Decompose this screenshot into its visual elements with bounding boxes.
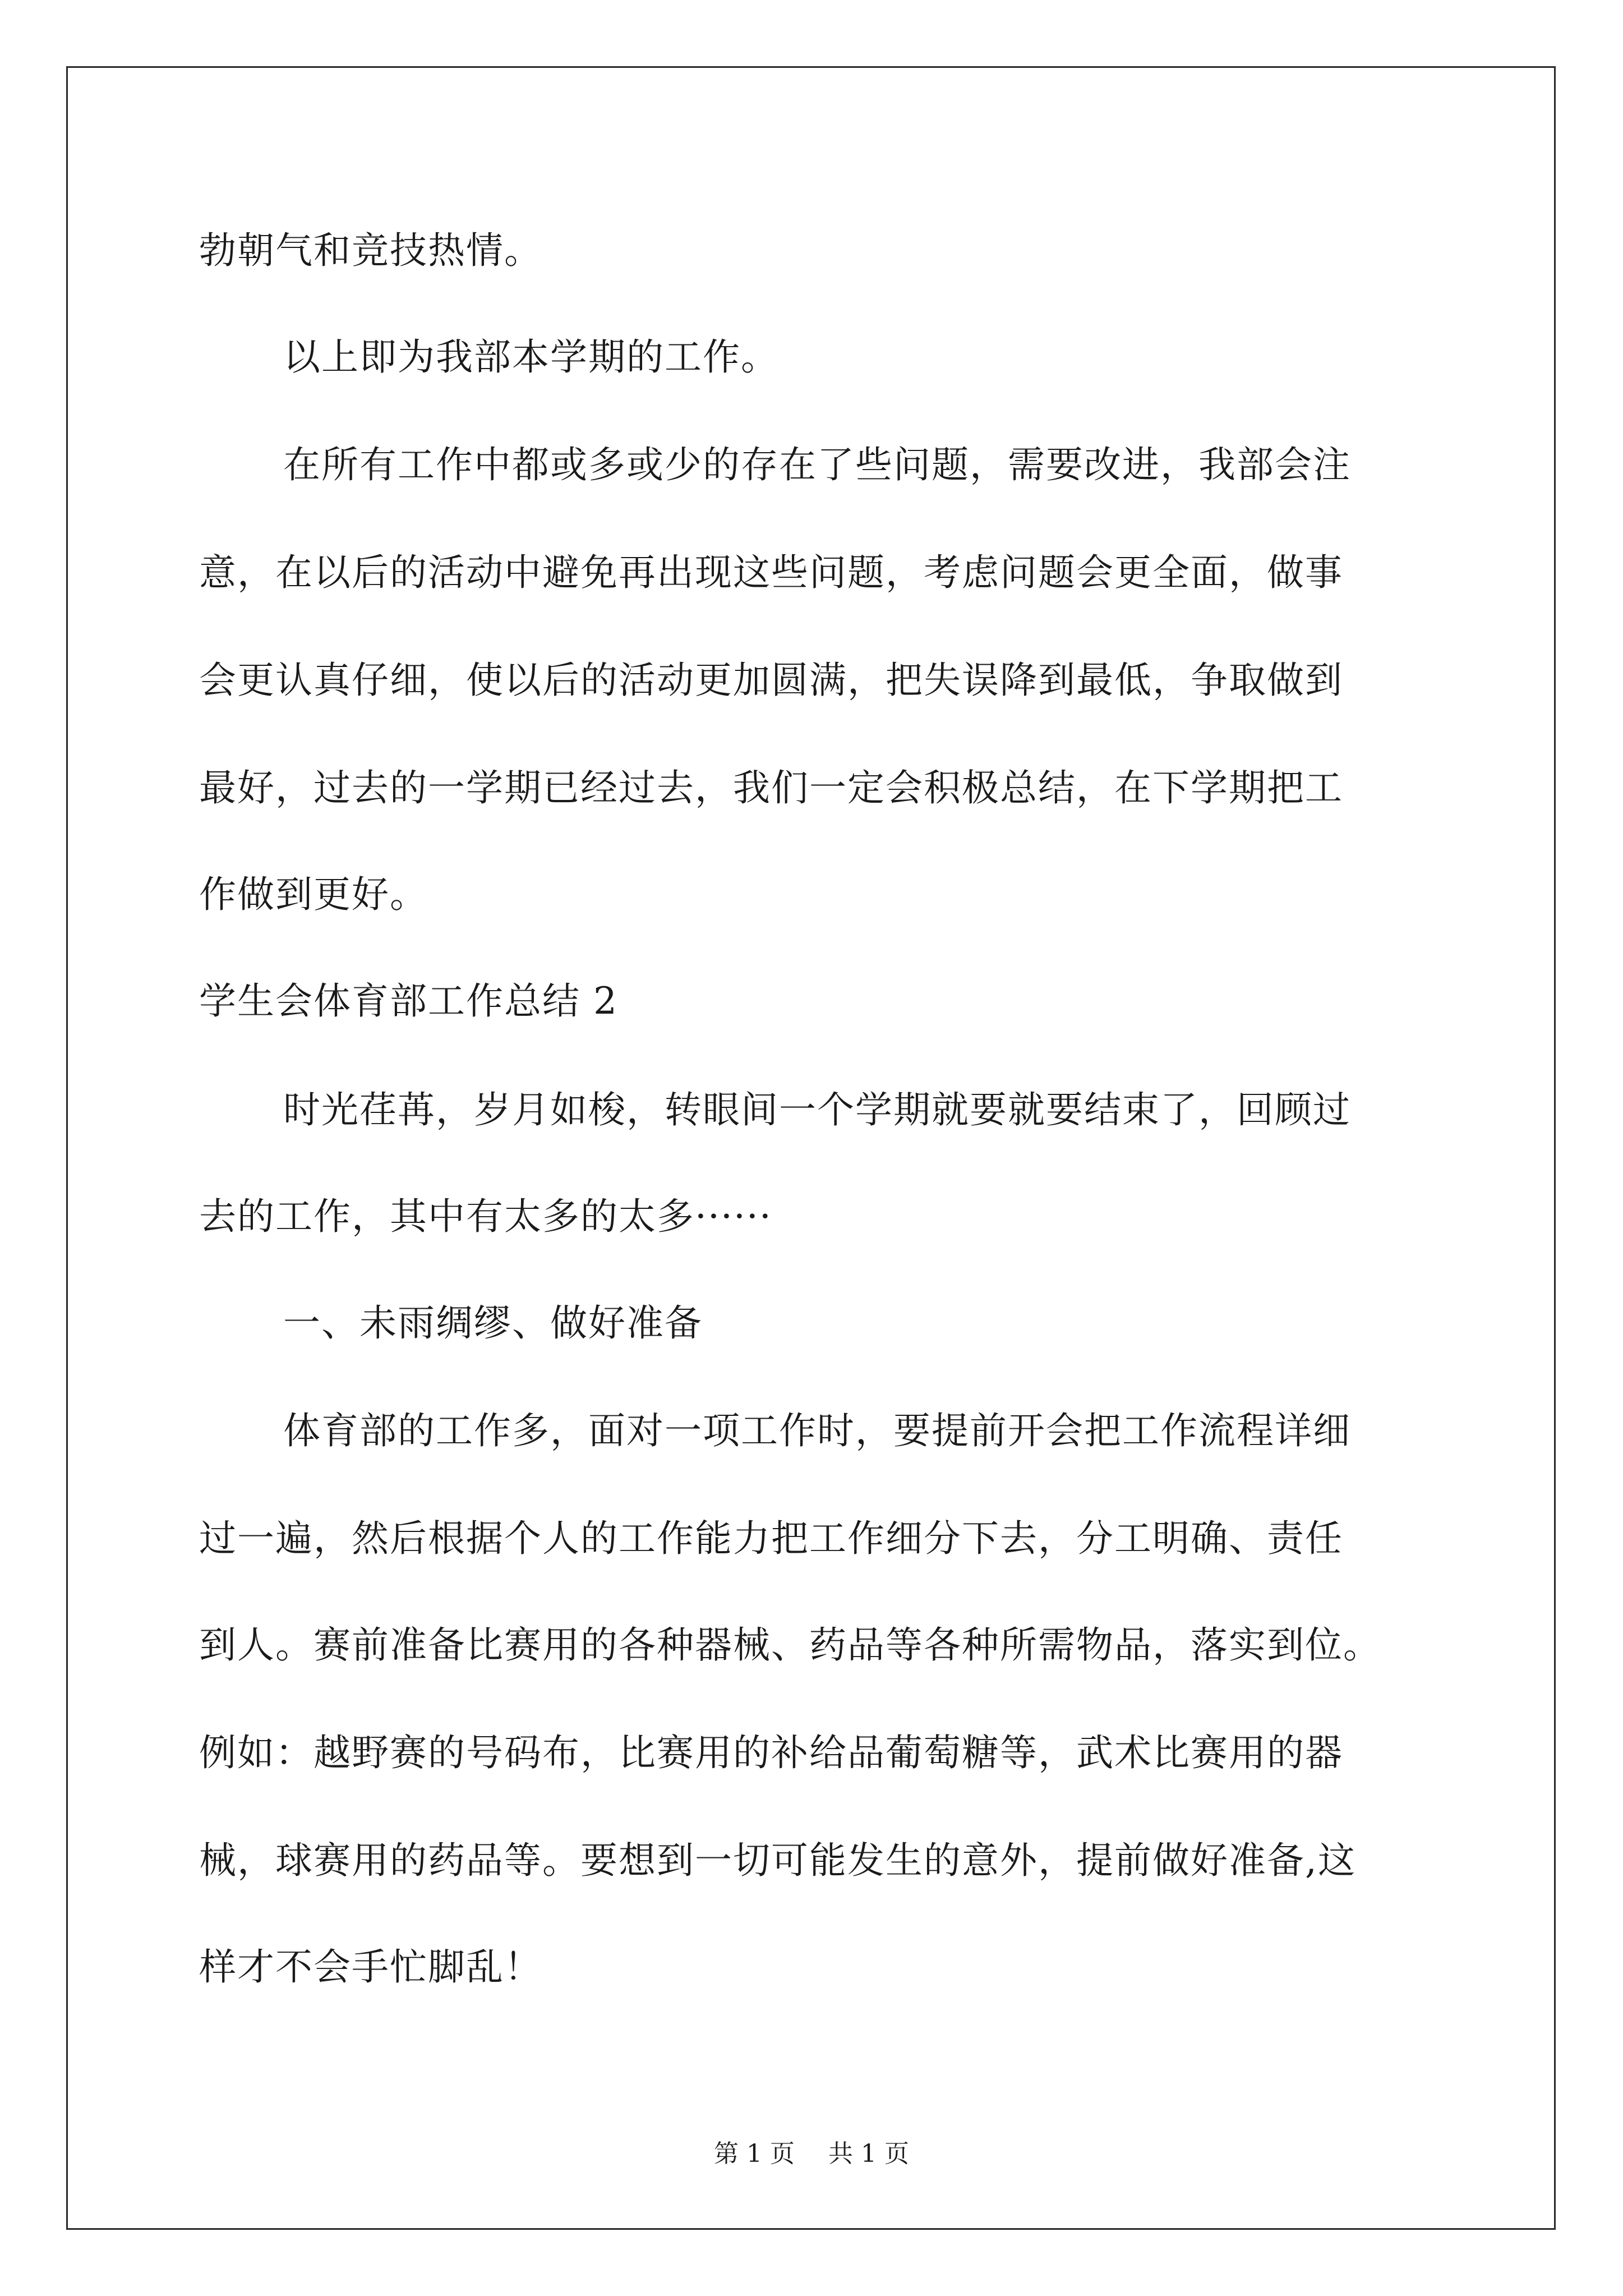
paragraph-line: 会更认真仔细，使以后的活动更加圆满，把失误降到最低，争取做到 xyxy=(199,659,1343,702)
paragraph-line: 勃朝气和竞技热情。 xyxy=(199,229,542,272)
page-total: 共 1 页 xyxy=(828,2139,909,2168)
paragraph-line: 到人。赛前准备比赛用的各种器械、药品等各种所需物品，落实到位。 xyxy=(199,1623,1381,1667)
paragraph-line: 体育部的工作多，面对一项工作时，要提前开会把工作流程详细 xyxy=(283,1409,1351,1452)
section-title: 学生会体育部工作总结 2 xyxy=(199,979,618,1023)
paragraph-line: 去的工作，其中有太多的太多······ xyxy=(199,1195,772,1238)
paragraph-line: 例如：越野赛的号码布，比赛用的补给品葡萄糖等，武术比赛用的器 xyxy=(199,1731,1343,1774)
paragraph-line: 以上即为我部本学期的工作。 xyxy=(283,335,779,379)
paragraph-line: 过一遍，然后根据个人的工作能力把工作细分下去，分工明确、责任 xyxy=(199,1517,1343,1560)
paragraph-line: 在所有工作中都或多或少的存在了些问题，需要改进，我部会注 xyxy=(283,443,1351,486)
paragraph-line: 样才不会手忙脚乱！ xyxy=(199,1945,542,1989)
paragraph-line: 意，在以后的活动中避免再出现这些问题，考虑问题会更全面，做事 xyxy=(199,551,1343,594)
paragraph-line: 最好，过去的一学期已经过去，我们一定会积极总结，在下学期把工 xyxy=(199,766,1343,809)
paragraph-line: 械，球赛用的药品等。要想到一切可能发生的意外，提前做好准备,这 xyxy=(199,1839,1356,1882)
paragraph-line: 作做到更好。 xyxy=(199,873,428,916)
section-heading: 一、未雨绸缪、做好准备 xyxy=(283,1301,703,1345)
page-border xyxy=(66,66,1556,2230)
page-footer xyxy=(0,2139,1623,2168)
paragraph-line: 时光荏苒，岁月如梭，转眼间一个学期就要就要结束了，回顾过 xyxy=(283,1088,1351,1131)
page-number: 第 1 页 xyxy=(714,2139,795,2168)
